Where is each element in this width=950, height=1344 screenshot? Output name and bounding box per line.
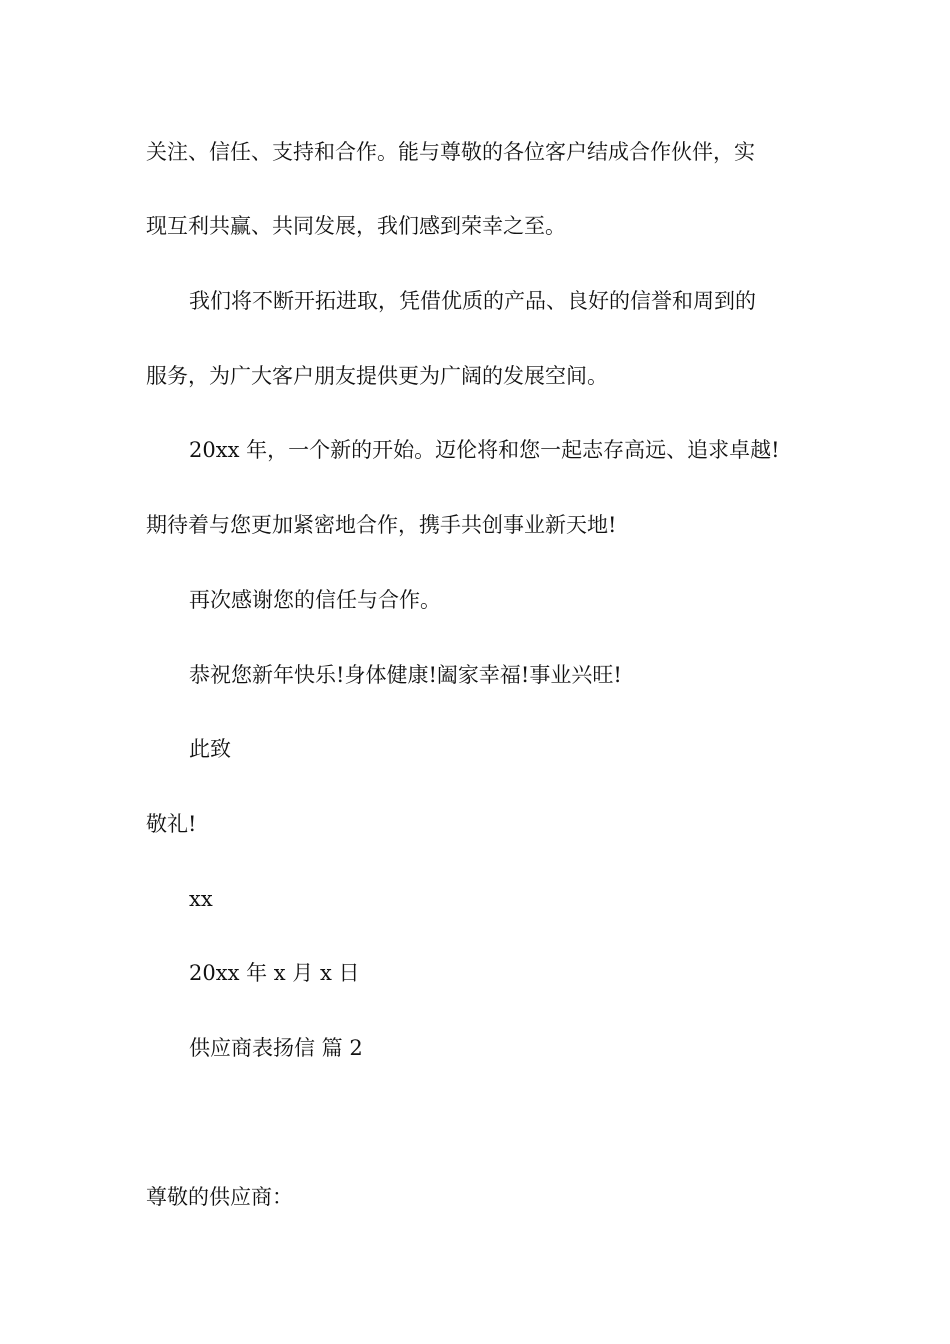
thanks-line: 再次感谢您的信任与合作。 — [189, 588, 441, 612]
signature-name: xx — [189, 887, 213, 911]
paragraph-line-5: 20xx 年，一个新的开始。迈伦将和您一起志存高远、追求卓越! — [189, 438, 780, 462]
closing-salutation: 此致 — [189, 737, 231, 761]
greeting-line: 尊敬的供应商： — [146, 1185, 293, 1209]
signature-date: 20xx 年 x 月 x 日 — [189, 961, 360, 985]
closing-regards: 敬礼! — [146, 812, 197, 836]
paragraph-line-6: 期待着与您更加紧密地合作，携手共创事业新天地! — [146, 513, 617, 537]
paragraph-line-1: 关注、信任、支持和合作。能与尊敬的各位客户结成合作伙伴，实 — [146, 140, 755, 164]
section-heading: 供应商表扬信 篇 2 — [189, 1036, 363, 1060]
paragraph-line-2: 现互利共赢、共同发展，我们感到荣幸之至。 — [146, 214, 566, 238]
paragraph-line-3: 我们将不断开拓进取，凭借优质的产品、良好的信誉和周到的 — [189, 289, 756, 313]
wishes-line: 恭祝您新年快乐!身体健康!阖家幸福!事业兴旺! — [189, 663, 622, 687]
paragraph-line-4: 服务，为广大客户朋友提供更为广阔的发展空间。 — [146, 364, 608, 388]
